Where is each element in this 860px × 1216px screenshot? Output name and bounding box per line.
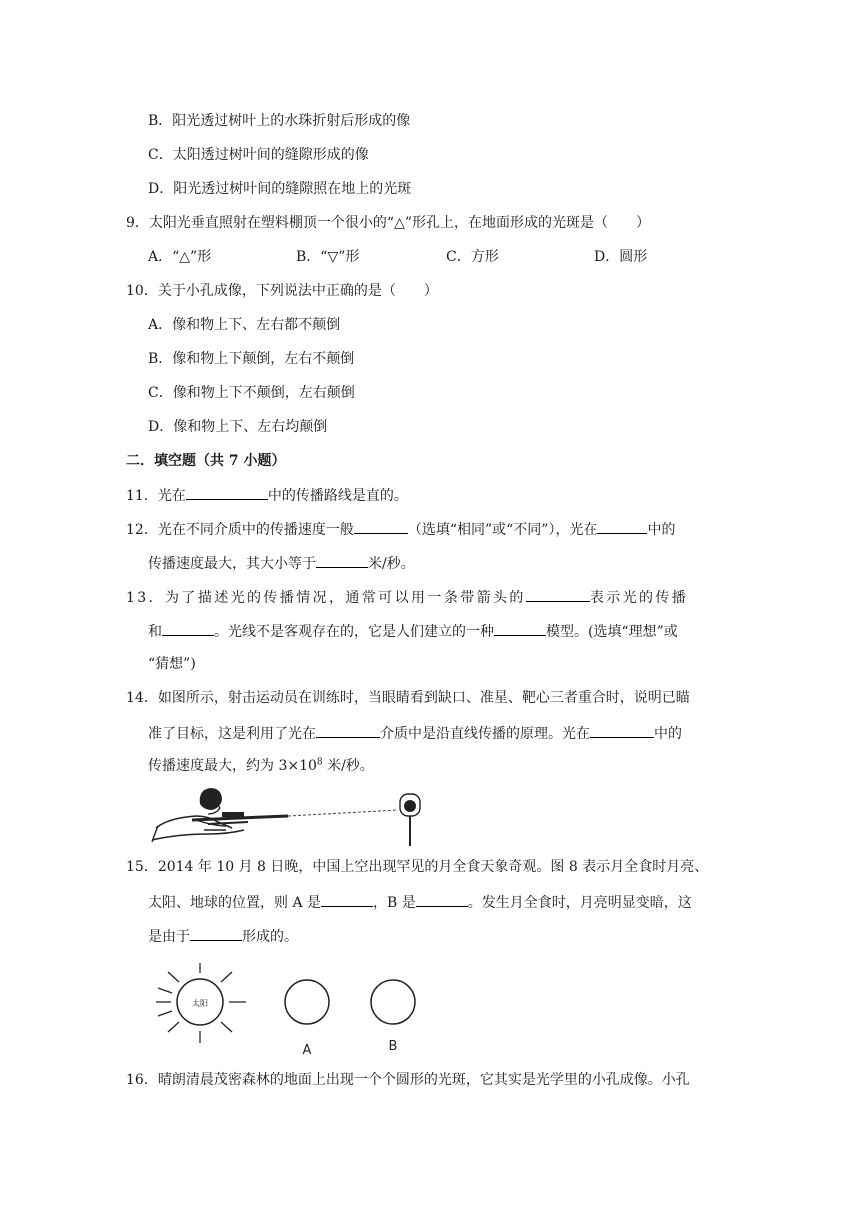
q8-option-b: B．阳光透过树叶上的水珠折射后形成的像 — [148, 113, 411, 129]
q15-blank-3[interactable] — [190, 925, 242, 941]
q14-line-2 — [148, 722, 682, 744]
q14-blank-1[interactable] — [316, 722, 380, 738]
q12-text-4: 传播速度最大，其大小等于 — [148, 556, 316, 572]
q10-option-c: C．像和物上下不颠倒，左右颠倒 — [148, 385, 355, 401]
q12-blank-1[interactable] — [354, 518, 408, 534]
q10-option-b: B．像和物上下颠倒，左右不颠倒 — [148, 351, 355, 367]
q13-text-1: 13．为了描述光的传播情况，通常可以用一条带箭头的 — [126, 590, 526, 606]
q11-blank-1[interactable] — [186, 484, 268, 500]
q9-option-d: D．圆形 — [594, 249, 648, 265]
label-a: A — [302, 1043, 312, 1058]
q16-line-1: 16．晴朗清晨茂密森林的地面上出现一个个圆形的光斑，它其实是光学里的小孔成像。小孔 — [126, 1072, 690, 1088]
q10-stem: 10．关于小孔成像，下列说法中正确的是（ ） — [126, 283, 438, 299]
target-bullseye — [404, 800, 416, 812]
q14-exponent: 8 — [316, 757, 323, 768]
q8-option-c: C．太阳透过树叶间的缝隙形成的像 — [148, 147, 369, 163]
q9-option-a: A．“△”形 — [148, 249, 212, 265]
q14-line-3 — [148, 756, 374, 776]
q14-text-5: 传播速度最大，约为 3×10 — [148, 758, 317, 774]
q14-text-3: 介质中是沿直线传播的原理。光在 — [380, 726, 590, 742]
body-b-circle — [371, 980, 415, 1024]
q10-option-d: D．像和物上下、左右均颠倒 — [148, 419, 328, 435]
q15-blank-1[interactable] — [321, 891, 373, 907]
q15-text-4: 。发生月全食时，月亮明显变暗，这 — [467, 895, 692, 911]
q11-text-2: 中的传播路线是直的。 — [267, 488, 408, 504]
q13-line-1 — [126, 586, 688, 608]
label-b: B — [388, 1039, 398, 1054]
q15-line-2 — [148, 891, 692, 913]
q8-option-d: D．阳光透过树叶间的缝隙照在地上的光斑 — [148, 181, 412, 197]
q13-blank-3[interactable] — [494, 620, 546, 636]
q13-line-3: “猜想”) — [148, 656, 196, 672]
shooter-figure — [148, 782, 428, 850]
q12-line-2 — [148, 552, 415, 574]
eclipse-figure — [148, 960, 428, 1060]
q11-text-1: 11．光在 — [126, 488, 186, 504]
q12-text-3: 中的 — [647, 522, 676, 538]
q14-text-2: 准了目标，这是利用了光在 — [148, 726, 316, 742]
q12-text-1: 12．光在不同介质中的传播速度一般 — [126, 522, 354, 538]
q14-text-6: 米/秒。 — [322, 758, 374, 774]
sight-line — [288, 810, 398, 816]
q15-text-6: 形成的。 — [242, 929, 298, 945]
q15-line-3 — [148, 925, 298, 947]
q13-line-2 — [148, 620, 678, 642]
q10-option-a: A．像和物上下、左右都不颠倒 — [148, 317, 341, 333]
q13-text-4: 。光线不是客观存在的，它是人们建立的一种 — [214, 624, 494, 640]
q12-line-1 — [126, 518, 675, 540]
q9-stem: 9．太阳光垂直照射在塑料棚顶一个很小的“△”形孔上，在地面形成的光斑是（ ） — [126, 215, 650, 231]
q12-blank-2[interactable] — [597, 518, 647, 534]
q15-text-2: 太阳、地球的位置，则 A 是 — [148, 895, 322, 911]
q13-text-5: 模型。(选填“理想”或 — [546, 624, 678, 640]
q14-text-4: 中的 — [654, 726, 682, 742]
q13-blank-1[interactable] — [526, 586, 590, 602]
body-a-circle — [285, 980, 329, 1024]
section-heading: 二．填空题（共 7 小题） — [126, 453, 286, 469]
q14-blank-2[interactable] — [590, 722, 654, 738]
q12-blank-3[interactable] — [316, 552, 368, 568]
q9-option-c: C．方形 — [446, 249, 499, 265]
q15-text-5: 是由于 — [148, 929, 190, 945]
q13-text-2: 表示光的传播 — [589, 590, 689, 606]
sun-label: 太阳 — [192, 999, 208, 1008]
q13-blank-2[interactable] — [162, 620, 214, 636]
q14-line-1: 14．如图所示，射击运动员在训练时，当眼睛看到缺口、准星、靶心三者重合时，说明已瞄 — [126, 690, 690, 706]
q12-text-2: （选填“相同”或“不同”），光在 — [407, 522, 598, 538]
q12-text-5: 米/秒。 — [368, 556, 415, 572]
q11 — [126, 484, 408, 506]
q15-blank-2[interactable] — [416, 891, 468, 907]
q15-line-1: 15．2014 年 10 月 8 日晚，中国上空出现罕见的月全食天象奇观。图 8 表示月全食时月亮、 — [126, 859, 709, 875]
q15-text-3: ，B 是 — [373, 895, 416, 911]
q13-text-3: 和 — [148, 624, 162, 640]
q9-option-b: B．“▽”形 — [296, 249, 360, 265]
